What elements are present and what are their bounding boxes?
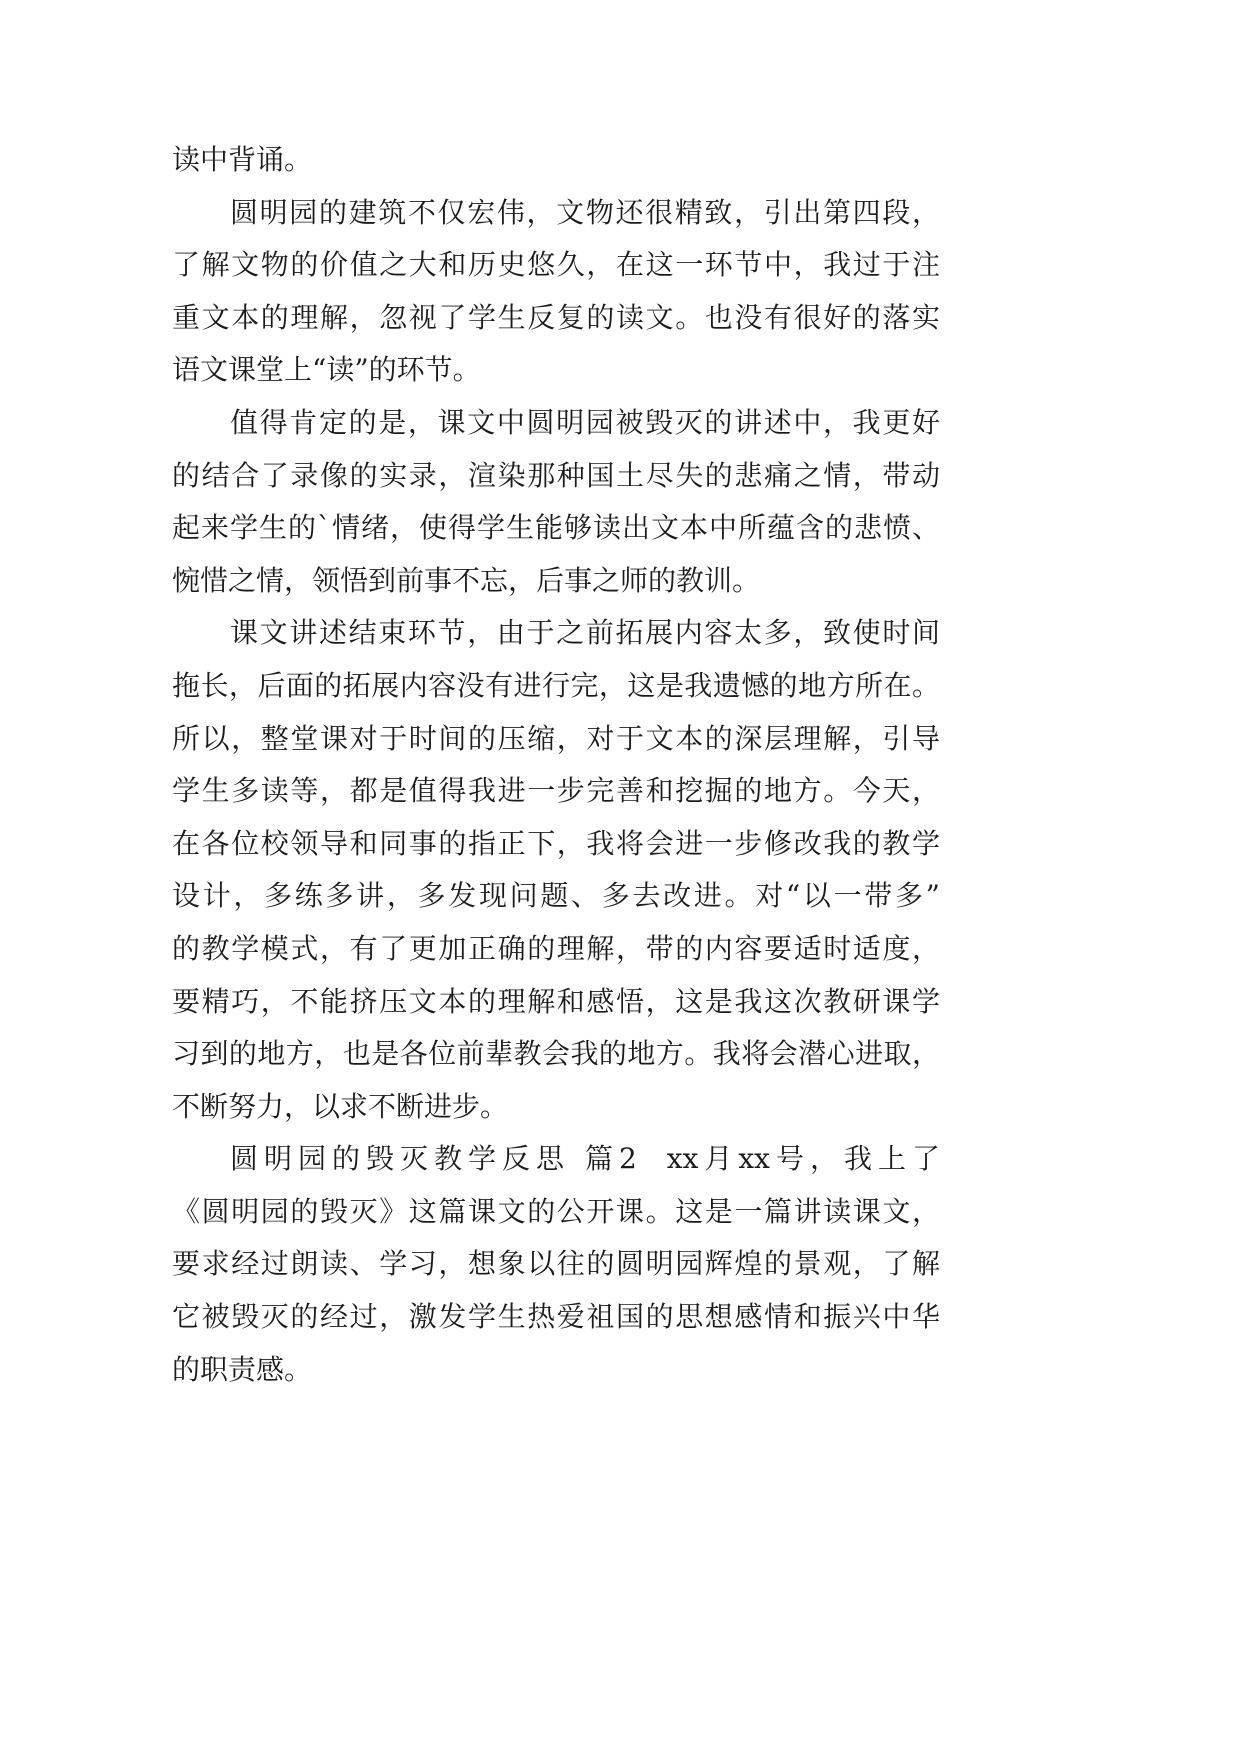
text-line: 拖长，后面的拓展内容没有进行完，这是我遗憾的地方所在。	[172, 668, 940, 702]
text-run: xx月xx号，我上了	[666, 1142, 940, 1176]
text-line: 设计，多练多讲，多发现问题、多去改进。对“以一带多”	[172, 879, 940, 913]
section-heading: 圆明园的毁灭教学反思 篇2	[230, 1142, 637, 1176]
text-line: 的结合了录像的实录，渲染那种国土尽失的悲痛之情，带动	[172, 458, 940, 492]
text-line: 习到的地方，也是各位前辈教会我的地方。我将会潜心进取，	[172, 1037, 940, 1071]
text-line: 《圆明园的毁灭》这篇课文的公开课。这是一篇讲读课文，	[172, 1194, 940, 1228]
paragraph	[172, 1133, 940, 1396]
text-line: 的教学模式，有了更加正确的理解，带的内容要适时适度，	[172, 931, 940, 965]
text-line: 圆明园的建筑不仅宏伟，文物还很精致，引出第四段，	[230, 195, 940, 229]
text-line: 所以，整堂课对于时间的压缩，对于文本的深层理解，引导	[172, 721, 940, 755]
text-line: 惋惜之情，领悟到前事不忘，后事之师的教训。	[172, 563, 761, 597]
text-line: 要求经过朗读、学习，想象以往的圆明园辉煌的景观，了解	[172, 1247, 940, 1281]
paragraph	[172, 187, 940, 397]
text-line: 读中背诵。	[172, 143, 313, 176]
paragraph	[172, 607, 940, 1133]
text-line: 语文课堂上“读”的环节。	[172, 353, 481, 387]
text-line: 值得肯定的是，课文中圆明园被毁灭的讲述中，我更好	[230, 405, 940, 439]
paragraph	[172, 134, 940, 187]
text-line: 课文讲述结束环节，由于之前拓展内容太多，致使时间	[230, 616, 940, 650]
text-line: 学生多读等，都是值得我进一步完善和挖掘的地方。今天，	[172, 774, 940, 808]
text-line: 要精巧，不能挤压文本的理解和感悟，这是我这次教研课学	[172, 984, 940, 1018]
text-line: 起来学生的`情绪，使得学生能够读出文本中所蕴含的悲愤、	[172, 511, 940, 545]
text-line: 在各位校领导和同事的指正下，我将会进一步修改我的教学	[172, 826, 940, 860]
text-line: 它被毁灭的经过，激发学生热爱祖国的思想感情和振兴中华	[172, 1300, 940, 1334]
paragraph	[172, 397, 940, 607]
text-line: 重文本的理解，忽视了学生反复的读文。也没有很好的落实	[172, 300, 940, 334]
text-line: 不断努力，以求不断进步。	[172, 1089, 509, 1123]
text-line: 了解文物的价值之大和历史悠久，在这一环节中，我过于注	[172, 248, 940, 282]
document-body	[172, 134, 940, 1396]
text-line	[172, 1133, 940, 1186]
text-line: 的职责感。	[172, 1352, 313, 1386]
